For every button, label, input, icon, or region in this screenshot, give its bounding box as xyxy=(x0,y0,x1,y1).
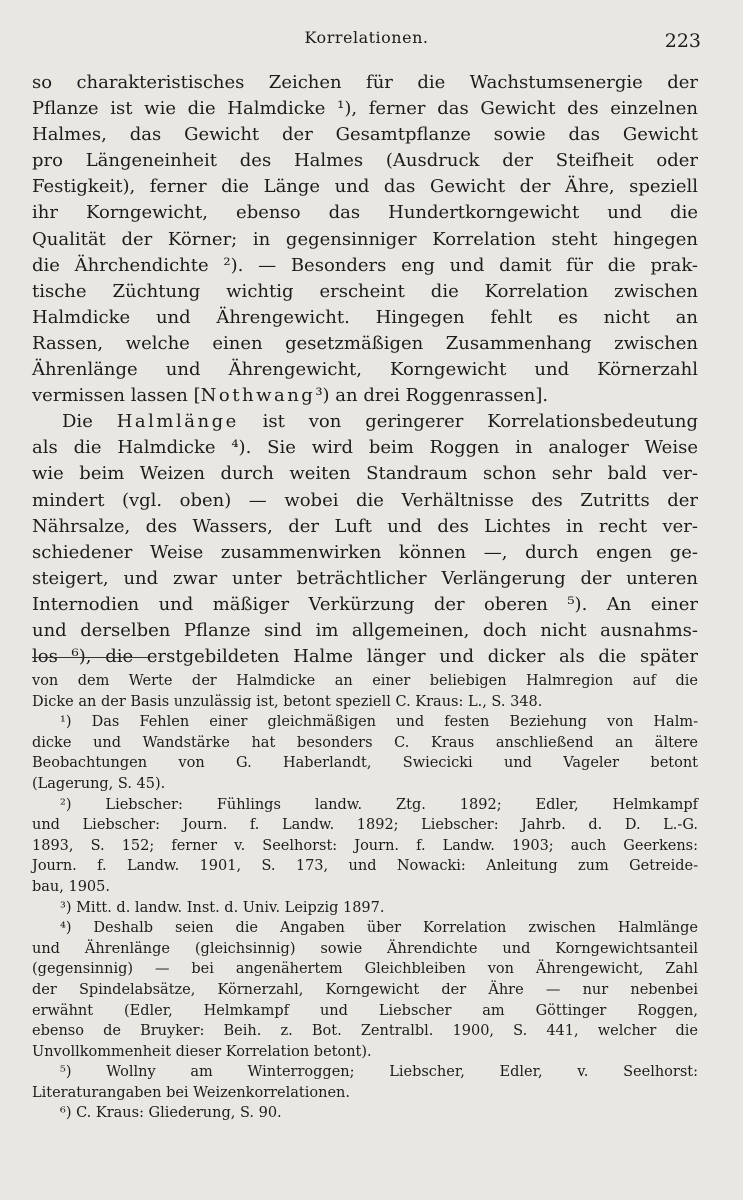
text-line: Internodien und mäßiger Verkürzung der oberen ⁵). An einer xyxy=(32,593,698,615)
footnote-3 xyxy=(32,898,698,919)
footnote-line: 1893, S. 152; ferner v. Seelhorst: Journ. f. Landw. 1903; auch Geerkens: xyxy=(32,837,698,854)
footnote-line: ¹) Das Fehlen einer gleichmäßigen und festen Beziehung von Halm- xyxy=(60,714,698,731)
text-line: mindert (vgl. oben) — wobei die Verhältnisse des Zutritts der xyxy=(32,489,698,511)
text-line: Ährenlänge und Ährengewicht, Korngewicht und Körnerzahl xyxy=(32,359,698,381)
footnote-line: Beobachtungen von G. Haberlandt, Swiecicki und Vageler betont xyxy=(32,755,698,772)
text-line: pro Längeneinheit des Halmes (Ausdruck der Steifheit oder xyxy=(32,150,698,172)
footnote-line: (Lagerung, S. 45). xyxy=(32,775,166,792)
footnote-line: der Spindelabsätze, Körnerzahl, Korngewicht der Ähre — nur nebenbei xyxy=(32,981,698,998)
text-line: Pflanze ist wie die Halmdicke ¹), ferner das Gewicht des einzelnen xyxy=(32,98,698,120)
text-line: Qualität der Körner; in gegensinniger Korrelation steht hingegen xyxy=(32,228,698,250)
footnote-line: ³) Mitt. d. landw. Inst. d. Univ. Leipzig 1897. xyxy=(60,899,385,916)
paragraph-2 xyxy=(32,409,698,670)
paragraph-1 xyxy=(32,70,698,409)
footnote-line: dicke und Wandstärke hat besonders C. Kraus anschließend an ältere xyxy=(32,734,698,751)
text-line xyxy=(32,409,698,435)
text-line: ihr Korngewicht, ebenso das Hundertkorngewicht und die xyxy=(32,202,698,224)
body-text xyxy=(32,70,698,670)
text-fragment: Die xyxy=(62,411,117,433)
footnote-5 xyxy=(32,1062,698,1103)
footnote-continuation xyxy=(32,671,698,712)
text-line: so charakteristisches Zeichen für die Wachstumsenergie der xyxy=(32,72,698,93)
footnotes xyxy=(32,671,698,1124)
text-line: schiedener Weise zusammenwirken können —, durch engen ge- xyxy=(32,541,698,563)
footnote-line: Dicke an der Basis unzulässig ist, betont speziell C. Kraus: L., S. 348. xyxy=(32,693,543,710)
footnote-line: ⁵) Wollny am Winterroggen; Liebscher, Edler, v. Seelhorst: xyxy=(60,1064,698,1081)
footnote-4 xyxy=(32,918,698,1062)
footnote-line: Journ. f. Landw. 1901, S. 173, und Nowacki: Anleitung zum Getreide- xyxy=(32,858,698,875)
text-line: Halmdicke und Ährengewicht. Hingegen fehlt es nicht an xyxy=(32,306,698,328)
footnote-line: bau, 1905. xyxy=(32,878,110,895)
footnote-line: Literaturangaben bei Weizenkorrelationen. xyxy=(32,1084,350,1101)
footnote-6 xyxy=(32,1103,698,1124)
text-line: Festigkeit), ferner die Länge und das Gewicht der Ähre, speziell xyxy=(32,176,698,198)
footnote-line: ²) Liebscher: Fühlings landw. Ztg. 1892; Edler, Helmkampf xyxy=(60,796,698,813)
footnote-line: ⁶) C. Kraus: Gliederung, S. 90. xyxy=(60,1105,282,1122)
footnote-line: von dem Werte der Halmdicke an einer beliebigen Halmregion auf die xyxy=(32,673,698,689)
text-line xyxy=(32,383,698,409)
text-fragment: ³) an drei Roggenrassen]. xyxy=(315,385,549,407)
page-number: 223 xyxy=(664,30,701,52)
text-line: als die Halmdicke ⁴). Sie wird beim Roggen in analoger Weise xyxy=(32,437,698,459)
text-line: die Ährchendichte ²). — Besonders eng und damit für die prak- xyxy=(32,254,698,276)
footnote-line: Unvollkommenheit dieser Korrelation betont). xyxy=(32,1043,372,1060)
footnote-line: (gegensinnig) — bei angenähertem Gleichbleiben von Ährengewicht, Zahl xyxy=(32,961,698,978)
text-line: Halmes, das Gewicht der Gesamtpflanze sowie das Gewicht xyxy=(32,124,698,146)
footnote-line: und Ährenlänge (gleichsinnig) sowie Ährendichte und Korngewichtsanteil xyxy=(32,940,698,957)
text-line: steigert, und zwar unter beträchtlicher Verlängerung der unteren xyxy=(32,567,698,589)
text-line: Nährsalze, des Wassers, der Luft und des Lichtes in recht ver- xyxy=(32,515,698,537)
footnote-line: ebenso de Bruyker: Beih. z. Bot. Zentralbl. 1900, S. 441, welcher die xyxy=(32,1023,698,1040)
text-line: tische Züchtung wichtig erscheint die Korrelation zwischen xyxy=(32,280,698,302)
text-line: und derselben Pflanze sind im allgemeinen, doch nicht ausnahms- xyxy=(32,619,698,641)
author-name: Nothwang xyxy=(200,385,316,407)
footnote-divider xyxy=(32,657,150,658)
text-line: los ⁶), die erstgebildeten Halme länger und dicker als die später xyxy=(32,646,698,668)
page-header xyxy=(32,28,701,50)
footnote-line: erwähnt (Edler, Helmkampf und Liebscher am Göttinger Roggen, xyxy=(32,1002,698,1019)
text-line: Rassen, welche einen gesetzmäßigen Zusammenhang zwischen xyxy=(32,332,698,354)
footnote-line: ⁴) Deshalb seien die Angaben über Korrelation zwischen Halmlänge xyxy=(60,920,698,937)
footnote-2 xyxy=(32,795,698,898)
running-title: Korrelationen. xyxy=(304,28,429,47)
text-fragment: ist von geringerer Korrelationsbedeutung xyxy=(238,411,698,433)
footnote-line: und Liebscher: Journ. f. Landw. 1892; Liebscher: Jahrb. d. D. L.-G. xyxy=(32,817,698,834)
text-line: wie beim Weizen durch weiten Standraum schon sehr bald ver- xyxy=(32,463,698,485)
emphasized-term: Halmlänge xyxy=(116,411,239,433)
text-fragment: vermissen lassen [ xyxy=(32,385,201,407)
footnote-1 xyxy=(32,712,698,794)
